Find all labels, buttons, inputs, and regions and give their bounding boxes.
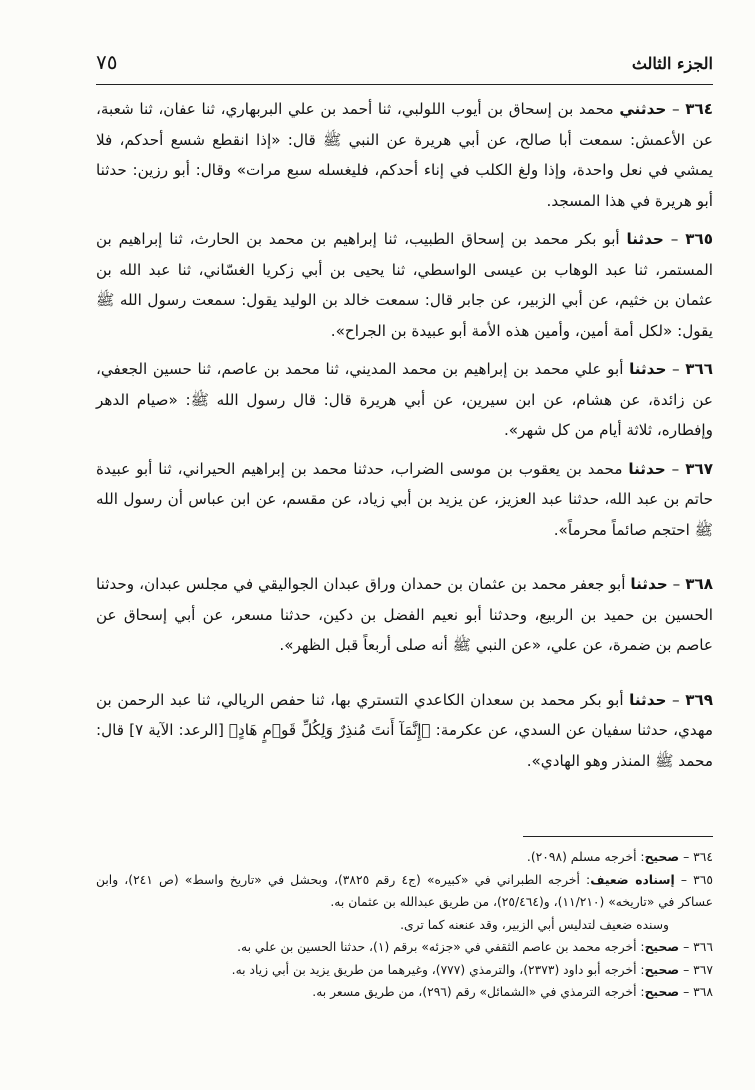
hadith-lead-word: حدثني — [619, 100, 667, 118]
hadith-lead-word: حدثنا — [629, 690, 667, 709]
footnote-grade: صحيح — [644, 940, 680, 954]
footnote-grade: إسناده ضعيف — [590, 872, 675, 887]
hadith-text: أبو بكر محمد بن إسحاق الطبيب، ثنا إبراهيم بن محمد بن الحارث، ثنا إبراهيم بن المستمر، ثنا عبد الوهاب بن عيسى الواسطي، ثنا يحيى بن أبي زكريا الغسّاني، ثنا عبد الله بن عثمان بن خثيم، عن أبي الزبير، عن جابر قال: سمعت خالد بن الوليد يقول: سمعت رسول الله ﷺ يقول: «لكل أمة أمين، وأمين هذه الأمة أبو عبيدة بن الجراح». — [96, 230, 713, 340]
footnote-grade: صحيح — [644, 850, 680, 864]
hadith-number: ٣٦٦ — [685, 360, 714, 378]
footnote-grade: صحيح — [644, 985, 680, 999]
footnote-364: ٣٦٤ – صحيح: أخرجه مسلم (٢٠٩٨). — [526, 850, 713, 864]
hadith-number: ٣٦٩ — [685, 690, 713, 709]
page-header — [96, 48, 713, 85]
hadith-368: ٣٦٨ – حدثنا أبو جعفر محمد بن عثمان بن حمدان وراق عبدان الجواليقي في مجلس عبدان، وحدثنا الحسين بن حميد بن الربيع، وحدثنا أبو نعيم الفضل بن دكين، حدثنا مسعر، عن أبي إسحاق عن عاصم بن ضمرة، عن علي، «عن النبي ﷺ أنه صلى أربعاً قبل الظهر». — [96, 575, 713, 654]
footnote-366: ٣٦٦ – صحيح: أخرجه محمد بن عاصم الثقفي في «جزئه» برقم (١)، حدثنا الحسين بن علي به. — [237, 940, 713, 954]
footnote-continuation: وسنده ضعيف لتدليس أبي الزبير، وقد عنعنه كما ترى. — [400, 917, 669, 932]
hadith-number: ٣٦٨ — [685, 575, 713, 593]
hadith-366: ٣٦٦ – حدثنا أبو علي محمد بن إبراهيم بن محمد المديني، ثنا محمد بن عاصم، ثنا حسين الجعفي، عن زائدة، عن هشام، عن ابن سيرين، عن أبي هريرة قال: قال رسول الله ﷺ: «صيام الدهر وإفطاره، ثلاثة أيام من كل شهر». — [96, 360, 714, 439]
footnote-367: ٣٦٧ – صحيح: أخرجه أبو داود (٢٣٧٣)، والترمذي (٧٧٧)، وغيرهما من طريق يزيد بن أبي زياد به. — [231, 962, 713, 977]
hadith-lead-word: حدثنا — [628, 459, 666, 478]
hadith-text: أبو علي محمد بن إبراهيم بن محمد المديني، ثنا محمد بن عاصم، ثنا حسين الجعفي، عن زائدة، عن هشام، عن ابن سيرين، عن أبي هريرة قال: قال رسول الله ﷺ: «صيام الدهر وإفطاره، ثلاثة أيام من كل شهر». — [96, 360, 713, 439]
hadith-number: ٣٦٧ — [685, 459, 714, 478]
hadith-number: ٣٦٤ — [685, 100, 714, 118]
hadith-lead-word: حدثنا — [629, 360, 667, 378]
hadith-364: ٣٦٤ – حدثني محمد بن إسحاق بن أيوب اللولبي، ثنا أحمد بن علي البربهاري، ثنا عفان، ثنا شعبة، عن الأعمش: سمعت أبا صالح، عن أبي هريرة عن النبي ﷺ قال: «إذا انقطع شسع أحدكم، فلا يمشي في نعل واحدة، وإذا ولغ الكلب في إناء أحدكم، فليغسله سبع مرات» وقال: أبو رزين: حدثنا أبو هريرة في هذا المسجد. — [96, 100, 714, 210]
footnote-text: أخرجه الطبراني في «كبيره» (ج٤ رقم ٣٨٢٥)، وبحشل في «تاريخ واسط» (ص ٢٤١)، وابن عساكر في «تاريخه» (١١/٢١٠)، و(٢٥/٤٦٤)، من طريق عبدالله بن عثمان به. — [96, 872, 713, 909]
footnote-text: أخرجه مسلم (٢٠٩٨). — [526, 850, 637, 864]
hadith-367: ٣٦٧ – حدثنا محمد بن يعقوب بن موسى الضراب، حدثنا محمد بن إبراهيم الحيراني، ثنا أبو عبيدة حاتم بن عبد الله، حدثنا عبد العزيز، عن يزيد بن أبي زياد، عن مقسم، عن ابن عباس أن رسول الله ﷺ احتجم صائماً محرماً». — [96, 459, 714, 539]
footnote-separator — [523, 836, 713, 837]
footnote-number: ٣٦٦ — [693, 940, 713, 954]
footnote-number: ٣٦٨ — [693, 985, 713, 999]
footnote-text: أخرجه الترمذي في «الشمائل» رقم (٢٩٦)، من طريق مسعر به. — [312, 985, 637, 999]
footnote-365: ٣٦٥ – إسناده ضعيف: أخرجه الطبراني في «كبيره» (ج٤ رقم ٣٨٢٥)، وبحشل في «تاريخ واسط» (ص ٢٤١)، وابن عساكر في «تاريخه» (١١/٢١٠)، و(٢٥/٤٦٤)، من طريق عبدالله بن عثمان به. — [96, 872, 713, 909]
footnote-number: ٣٦٥ — [693, 872, 713, 887]
hadith-text: أبو جعفر محمد بن عثمان بن حمدان وراق عبدان الجواليقي في مجلس عبدان، وحدثنا الحسين بن حميد بن الربيع، وحدثنا أبو نعيم الفضل بن دكين، حدثنا مسعر، عن أبي إسحاق عن عاصم بن ضمرة، عن علي، «عن النبي ﷺ أنه صلى أربعاً قبل الظهر». — [96, 575, 713, 654]
hadith-list — [96, 94, 713, 784]
hadith-365: ٣٦٥ – حدثنا أبو بكر محمد بن إسحاق الطبيب، ثنا إبراهيم بن محمد بن الحارث، ثنا إبراهيم بن المستمر، ثنا عبد الوهاب بن عيسى الواسطي، ثنا يحيى بن أبي زكريا الغسّاني، ثنا عبد الله بن عثمان بن خثيم، عن أبي الزبير، عن جابر قال: سمعت خالد بن الوليد يقول: سمعت رسول الله ﷺ يقول: «لكل أمة أمين، وأمين هذه الأمة أبو عبيدة بن الجراح». — [96, 230, 713, 340]
running-title: الجزء الثالث — [631, 54, 713, 73]
footnote-368: ٣٦٨ – صحيح: أخرجه الترمذي في «الشمائل» رقم (٢٩٦)، من طريق مسعر به. — [312, 985, 713, 999]
hadith-lead-word: حدثنا — [626, 230, 664, 248]
footnote-text: أخرجه محمد بن عاصم الثقفي في «جزئه» برقم (١)، حدثنا الحسين بن علي به. — [237, 940, 637, 954]
footnote-number: ٣٦٧ — [693, 962, 713, 977]
hadith-text: محمد بن إسحاق بن أيوب اللولبي، ثنا أحمد بن علي البربهاري، ثنا عفان، ثنا شعبة، عن الأعمش: سمعت أبا صالح، عن أبي هريرة عن النبي ﷺ قال: «إذا انقطع شسع أحدكم، فلا يمشي في نعل واحدة، وإذا ولغ الكلب في إناء أحدكم، فليغسله سبع مرات» وقال: أبو رزين: حدثنا أبو هريرة في هذا المسجد. — [96, 100, 713, 210]
hadith-number: ٣٦٥ — [685, 230, 713, 248]
page-number: ٧٥ — [96, 50, 118, 74]
footnotes — [96, 846, 713, 1004]
hadith-lead-word: حدثنا — [630, 575, 668, 593]
footnote-text: أخرجه أبو داود (٢٣٧٣)، والترمذي (٧٧٧)، وغيرهما من طريق يزيد بن أبي زياد به. — [231, 962, 637, 977]
footnote-number: ٣٦٤ — [693, 850, 713, 864]
hadith-text: محمد بن يعقوب بن موسى الضراب، حدثنا محمد بن إبراهيم الحيراني، ثنا أبو عبيدة حاتم بن عبد الله، حدثنا عبد العزيز، عن يزيد بن أبي زياد، عن مقسم، عن ابن عباس أن رسول الله ﷺ احتجم صائماً محرماً». — [96, 459, 713, 539]
hadith-369: ٣٦٩ – حدثنا أبو بكر محمد بن سعدان الكاعدي التستري بها، ثنا حفص الريالي، ثنا عبد الرحمن بن مهدي، حدثنا سفيان عن السدي، عن عكرمة: ﴿إِنَّمَآ أَنتَ مُنذِرٌ وَلِكُلِّ قَوۡمٍ هَادٍ﴾ [الرعد: الآية ٧] قال: محمد ﷺ المنذر وهو الهادي». — [96, 690, 714, 770]
hadith-text: أبو بكر محمد بن سعدان الكاعدي التستري بها، ثنا حفص الريالي، ثنا عبد الرحمن بن مهدي، حدثنا سفيان عن السدي، عن عكرمة: ﴿إِنَّمَآ أَنتَ مُنذِرٌ وَلِكُلِّ قَوۡمٍ هَادٍ﴾ [الرعد: الآية ٧] قال: محمد ﷺ المنذر وهو الهادي». — [96, 690, 714, 770]
footnote-grade: صحيح — [644, 962, 680, 977]
